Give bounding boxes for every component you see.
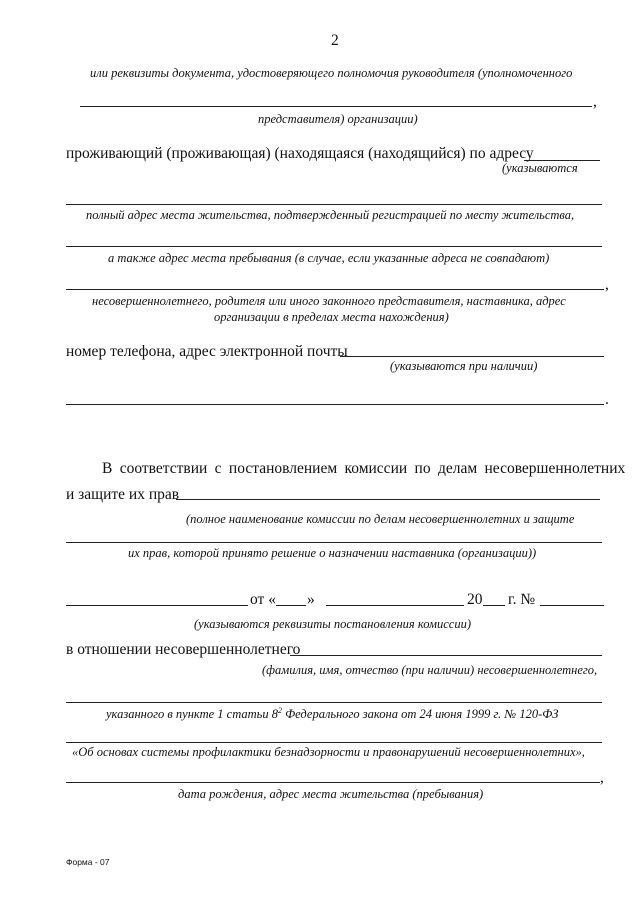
- input-line-phone-email-2[interactable]: [66, 404, 604, 405]
- line-end-comma: ,: [600, 769, 604, 786]
- input-line-minor-3[interactable]: [66, 742, 602, 743]
- input-line-phone-email[interactable]: [340, 356, 604, 357]
- minor-label: в отношении несовершеннолетнего: [66, 641, 301, 658]
- input-line-resolution-number[interactable]: [540, 605, 604, 606]
- input-line-minor-2[interactable]: [66, 702, 602, 703]
- input-line-resolution[interactable]: [66, 605, 248, 606]
- phone-email-label: номер телефона, адрес электронной почты: [66, 343, 348, 360]
- hint-org-location: организации в пределах места нахождения): [214, 310, 449, 324]
- hint-if-available: (указываются при наличии): [390, 359, 538, 373]
- input-line-address-2[interactable]: [66, 246, 602, 247]
- hint-representative: представителя) организации): [258, 112, 418, 126]
- line-end-comma: ,: [593, 93, 597, 110]
- input-line-day[interactable]: [276, 605, 306, 606]
- paragraph-commission: В соответствии с постановлением комиссии по делам несовершеннолетних: [102, 460, 626, 477]
- input-line-month[interactable]: [326, 605, 464, 606]
- hint-indicated: (указываются: [502, 161, 578, 175]
- line-end-comma: ,: [605, 276, 609, 293]
- hint-stay-address: а также адрес места пребывания (в случае, если указанные адреса не совпадают): [108, 251, 550, 265]
- input-line-minor-4[interactable]: [66, 782, 600, 783]
- quote-close: »: [307, 591, 315, 608]
- input-line-year[interactable]: [483, 605, 505, 606]
- input-line-minor[interactable]: [290, 655, 602, 656]
- hint-minor-name: (фамилия, имя, отчество (при наличии) несовершеннолетнего,: [262, 663, 598, 677]
- hint-resolution-requisites: (указываются реквизиты постановления комиссии): [194, 617, 472, 631]
- input-line-address-1[interactable]: [66, 204, 602, 205]
- input-line-requisites[interactable]: [80, 106, 592, 107]
- hint-law-title: «Об основах системы профилактики безнадзорности и правонарушений несовершеннолетних»,: [72, 745, 585, 759]
- hint-decision: их прав, которой принято решение о назначении наставника (организации)): [128, 546, 537, 560]
- from-label: от «: [250, 591, 276, 608]
- year-suffix-number: г. №: [508, 591, 536, 608]
- hint-minor-parent: несовершеннолетнего, родителя или иного законного представителя, наставника, адрес: [92, 294, 566, 308]
- year-prefix: 20: [467, 591, 483, 608]
- input-line-commission-2[interactable]: [66, 542, 602, 543]
- rights-label: и защите их прав: [66, 486, 180, 503]
- hint-law-article: указанного в пункте 1 статьи $8^2$ Федерального закона от 24 июня 1999 г. № 120-ФЗ: [106, 706, 559, 722]
- line-end-period: .: [605, 391, 609, 408]
- hint-document-requisites: или реквизиты документа, удостоверяющего полномочия руководителя (уполномоченного: [90, 66, 573, 80]
- input-line-commission[interactable]: [176, 499, 600, 500]
- input-line-address-3[interactable]: [66, 289, 604, 290]
- hint-commission-name: (полное наименование комиссии по делам несовершеннолетних и защите: [186, 512, 575, 526]
- form-label: Форма - 07: [66, 857, 110, 867]
- hint-residence-address: полный адрес места жительства, подтвержденный регистрацией по месту жительства,: [86, 208, 575, 222]
- page-number: 2: [331, 32, 339, 49]
- address-label: проживающий (проживающая) (находящаяся (находящийся) по адресу: [66, 145, 534, 162]
- hint-birth-residence: дата рождения, адрес места жительства (пребывания): [178, 787, 484, 801]
